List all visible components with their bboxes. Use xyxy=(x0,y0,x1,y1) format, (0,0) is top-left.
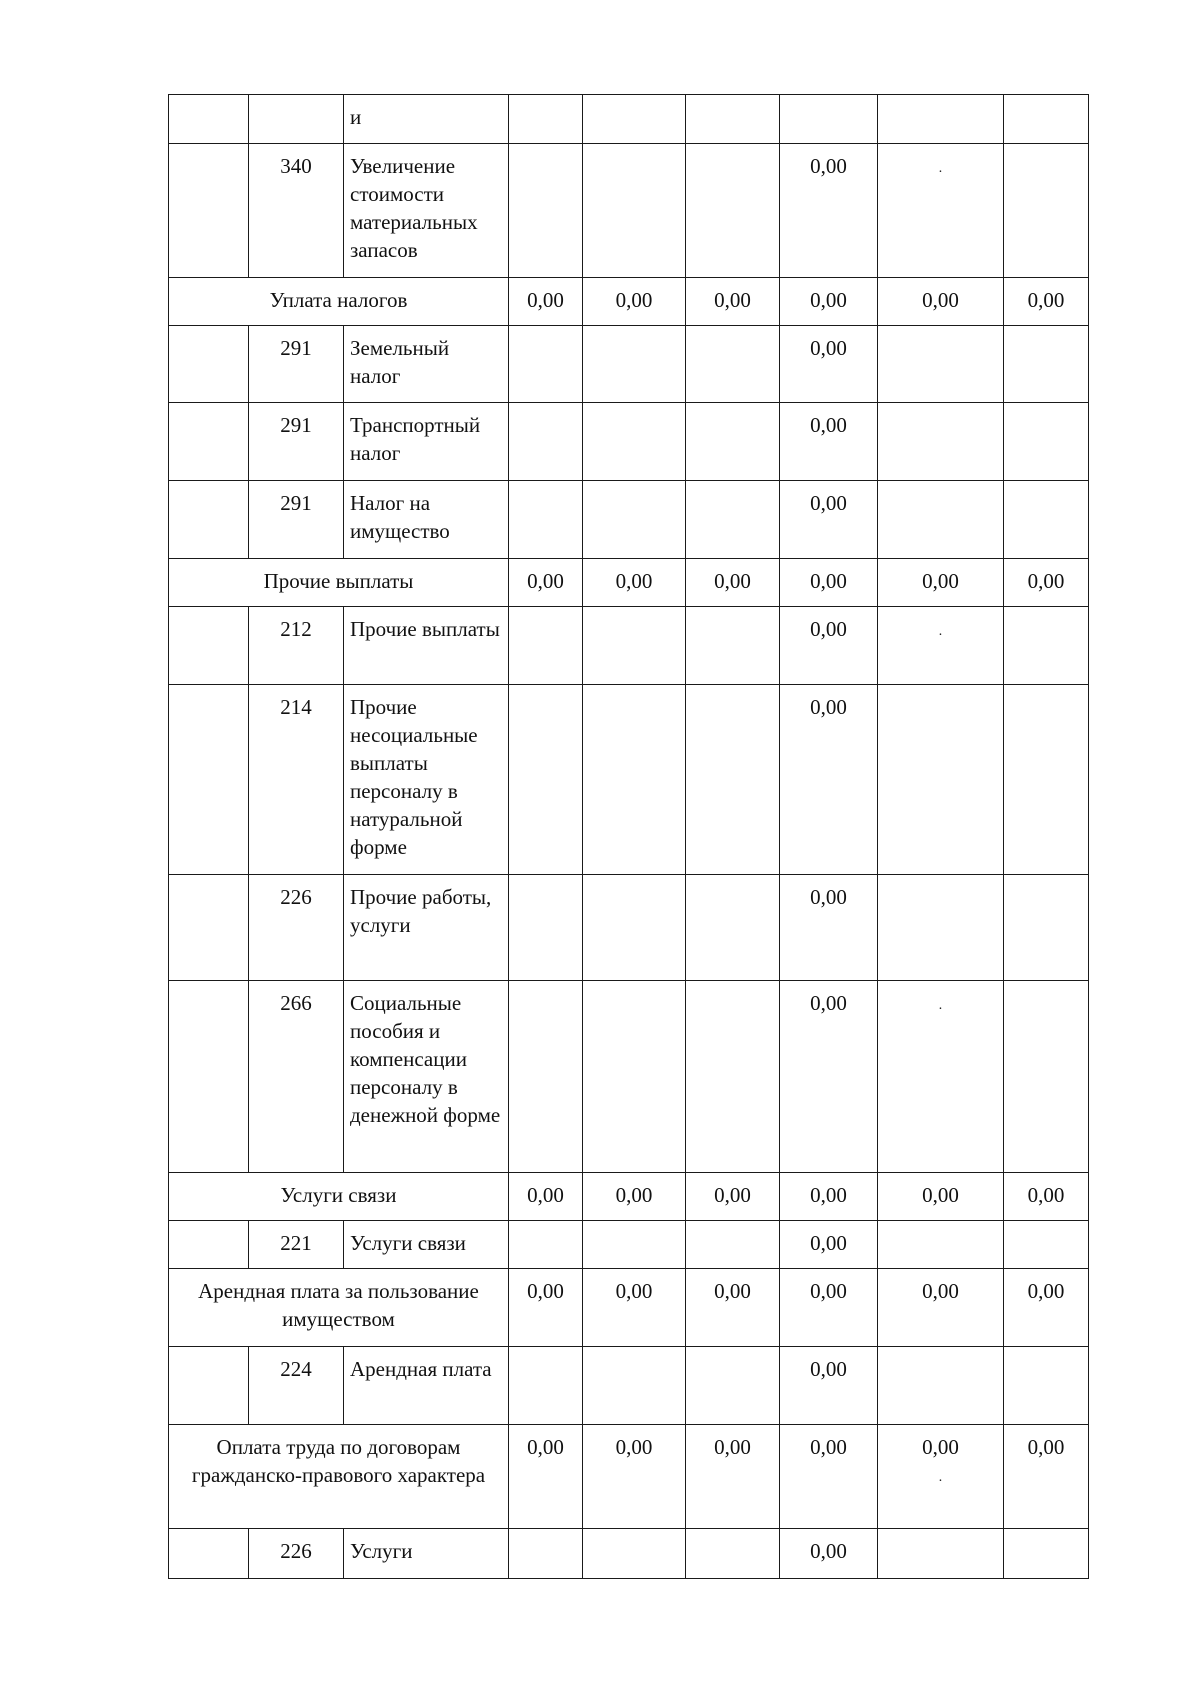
value-cell xyxy=(878,1269,1004,1347)
value-text: 0,00 xyxy=(527,1279,564,1303)
blank-cell xyxy=(169,685,249,875)
blank-cell xyxy=(169,1221,249,1269)
value-cell xyxy=(1004,875,1089,981)
item-name-cell: Прочие несоциальные выплаты персоналу в натуральной форме xyxy=(344,685,509,875)
value-cell xyxy=(509,144,583,278)
value-text: 0,00 xyxy=(615,1435,653,1459)
value-cell xyxy=(583,1269,686,1347)
value-text: 0,00 xyxy=(527,288,564,312)
value-cell xyxy=(686,95,780,144)
value-cell xyxy=(583,685,686,875)
value-cell xyxy=(686,278,780,326)
value-cell xyxy=(780,403,878,481)
value-cell xyxy=(509,1425,583,1529)
blank-cell xyxy=(169,95,249,144)
item-name-cell: Прочие работы, услуги xyxy=(344,875,509,981)
item-name-cell: Услуги xyxy=(344,1529,509,1579)
value-cell xyxy=(509,1221,583,1269)
value-cell xyxy=(583,1347,686,1425)
value-cell xyxy=(583,481,686,559)
item-row xyxy=(169,685,1089,875)
item-row xyxy=(169,1221,1089,1269)
value-cell xyxy=(878,875,1004,981)
blank-cell xyxy=(169,981,249,1173)
value-cell xyxy=(686,1173,780,1221)
value-cell xyxy=(686,1347,780,1425)
value-cell xyxy=(686,981,780,1173)
value-cell xyxy=(1004,607,1089,685)
value-cell xyxy=(780,1529,878,1579)
code-cell: 291 xyxy=(249,481,344,559)
value-cell xyxy=(509,403,583,481)
value-text: 0,00 xyxy=(714,569,751,593)
value-cell xyxy=(686,1425,780,1529)
value-cell xyxy=(509,1269,583,1347)
value-cell xyxy=(583,95,686,144)
value-text: 0,00 xyxy=(1027,288,1065,312)
code-cell: 224 xyxy=(249,1347,344,1425)
value-cell xyxy=(780,1173,878,1221)
value-text: 0,00 xyxy=(527,1435,564,1459)
value-cell xyxy=(878,326,1004,403)
value-text: 0,00 xyxy=(810,1231,847,1255)
value-cell xyxy=(509,981,583,1173)
item-name-cell: Налог на имущество xyxy=(344,481,509,559)
value-cell xyxy=(878,1221,1004,1269)
group-title-cell: Прочие выплаты xyxy=(169,559,509,607)
value-cell xyxy=(686,607,780,685)
value-cell xyxy=(1004,559,1089,607)
value-cell xyxy=(780,1347,878,1425)
item-row xyxy=(169,403,1089,481)
value-text: 0,00 xyxy=(810,336,847,360)
code-cell: 266 xyxy=(249,981,344,1173)
value-cell xyxy=(878,481,1004,559)
value-cell xyxy=(509,481,583,559)
value-text: 0,00 xyxy=(922,288,959,312)
value-cell xyxy=(878,95,1004,144)
value-text: 0,00 xyxy=(810,569,847,593)
value-cell xyxy=(509,1173,583,1221)
value-cell xyxy=(583,278,686,326)
blank-cell xyxy=(169,481,249,559)
value-cell xyxy=(878,559,1004,607)
blank-cell xyxy=(169,1347,249,1425)
value-cell xyxy=(583,875,686,981)
value-text: 0,00 xyxy=(714,1183,751,1207)
value-text: 0,00 xyxy=(1027,1279,1065,1303)
value-cell xyxy=(686,326,780,403)
value-cell xyxy=(1004,981,1089,1173)
item-row xyxy=(169,1347,1089,1425)
value-cell xyxy=(1004,144,1089,278)
item-name-cell: Транспортный налог xyxy=(344,403,509,481)
value-cell xyxy=(780,481,878,559)
value-cell xyxy=(509,607,583,685)
item-row xyxy=(169,95,1089,144)
value-text: 0,00 xyxy=(810,154,847,178)
value-cell xyxy=(1004,95,1089,144)
blank-cell xyxy=(169,144,249,278)
value-text: 0,00 xyxy=(1027,1435,1065,1459)
code-cell: 221 xyxy=(249,1221,344,1269)
value-cell xyxy=(509,95,583,144)
value-cell xyxy=(1004,1425,1089,1529)
item-name-cell: Увеличение стоимости материальных запасов xyxy=(344,144,509,278)
value-text: 0,00 xyxy=(1027,569,1065,593)
group-row xyxy=(169,1269,1089,1347)
value-cell xyxy=(780,326,878,403)
value-cell xyxy=(686,1221,780,1269)
value-text: 0,00 xyxy=(922,1435,959,1459)
group-title-cell: Оплата труда по договорам гражданско-правового характера xyxy=(169,1425,509,1529)
code-cell: 291 xyxy=(249,326,344,403)
scan-speck: · xyxy=(938,1002,943,1017)
value-cell xyxy=(878,1173,1004,1221)
value-cell xyxy=(780,1221,878,1269)
value-cell xyxy=(686,144,780,278)
item-row xyxy=(169,981,1089,1173)
value-cell xyxy=(509,278,583,326)
value-text: 0,00 xyxy=(615,288,653,312)
group-row xyxy=(169,1173,1089,1221)
value-cell xyxy=(780,875,878,981)
value-cell xyxy=(1004,1269,1089,1347)
value-cell xyxy=(686,403,780,481)
value-cell xyxy=(780,607,878,685)
value-text: 0,00 xyxy=(527,1183,564,1207)
value-cell xyxy=(686,875,780,981)
value-cell xyxy=(1004,1529,1089,1579)
value-cell xyxy=(878,1529,1004,1579)
value-cell xyxy=(1004,278,1089,326)
value-cell xyxy=(878,685,1004,875)
group-row xyxy=(169,559,1089,607)
value-cell xyxy=(780,559,878,607)
value-text: 0,00 xyxy=(922,569,959,593)
value-cell xyxy=(780,1425,878,1529)
value-cell xyxy=(780,278,878,326)
item-row xyxy=(169,481,1089,559)
value-cell xyxy=(583,607,686,685)
value-cell xyxy=(583,1221,686,1269)
value-text: 0,00 xyxy=(810,1183,847,1207)
value-cell xyxy=(878,278,1004,326)
item-row xyxy=(169,326,1089,403)
code-cell: 340 xyxy=(249,144,344,278)
value-cell xyxy=(780,95,878,144)
value-cell xyxy=(583,559,686,607)
item-row xyxy=(169,1529,1089,1579)
value-cell xyxy=(1004,403,1089,481)
value-cell xyxy=(1004,1221,1089,1269)
value-cell xyxy=(686,685,780,875)
group-title-cell: Арендная плата за пользование имуществом xyxy=(169,1269,509,1347)
value-cell xyxy=(583,144,686,278)
value-text: 0,00 xyxy=(714,1279,751,1303)
item-name-cell: Услуги связи xyxy=(344,1221,509,1269)
group-row xyxy=(169,278,1089,326)
value-text: 0,00 xyxy=(1027,1183,1065,1207)
value-text: 0,00 xyxy=(615,569,653,593)
value-cell xyxy=(878,981,1004,1173)
code-cell: 291 xyxy=(249,403,344,481)
code-cell: 226 xyxy=(249,875,344,981)
code-cell: 212 xyxy=(249,607,344,685)
scan-speck: · xyxy=(938,1474,943,1489)
value-cell xyxy=(583,326,686,403)
value-cell xyxy=(878,1347,1004,1425)
value-cell xyxy=(878,403,1004,481)
value-cell xyxy=(509,559,583,607)
blank-cell xyxy=(169,875,249,981)
value-text: 0,00 xyxy=(810,1357,847,1381)
blank-cell xyxy=(169,326,249,403)
code-cell: 214 xyxy=(249,685,344,875)
value-text: 0,00 xyxy=(527,569,564,593)
value-text: 0,00 xyxy=(922,1183,959,1207)
value-text: 0,00 xyxy=(810,1435,847,1459)
value-cell xyxy=(509,1347,583,1425)
scan-speck: · xyxy=(938,165,943,180)
value-cell xyxy=(583,1173,686,1221)
item-row xyxy=(169,144,1089,278)
value-text: 0,00 xyxy=(714,1435,751,1459)
item-name-cell: Арендная плата xyxy=(344,1347,509,1425)
value-text: 0,00 xyxy=(922,1279,959,1303)
budget-table xyxy=(168,94,1089,1579)
value-cell xyxy=(1004,481,1089,559)
blank-cell xyxy=(169,403,249,481)
group-title-cell: Услуги связи xyxy=(169,1173,509,1221)
value-cell xyxy=(780,1269,878,1347)
item-name-cell: и xyxy=(344,95,509,144)
item-name-cell: Социальные пособия и компенсации персоналу в денежной форме xyxy=(344,981,509,1173)
value-cell xyxy=(878,1425,1004,1529)
value-cell xyxy=(878,607,1004,685)
value-text: 0,00 xyxy=(810,1539,847,1563)
code-cell: 226 xyxy=(249,1529,344,1579)
value-cell xyxy=(583,1529,686,1579)
value-cell xyxy=(686,559,780,607)
value-cell xyxy=(686,1269,780,1347)
scan-speck: · xyxy=(938,628,943,643)
item-name-cell: Прочие выплаты xyxy=(344,607,509,685)
value-cell xyxy=(583,981,686,1173)
value-text: 0,00 xyxy=(615,1183,653,1207)
value-text: 0,00 xyxy=(810,885,847,909)
value-text: 0,00 xyxy=(714,288,751,312)
item-name-cell: Земельный налог xyxy=(344,326,509,403)
value-cell xyxy=(780,144,878,278)
value-cell xyxy=(780,981,878,1173)
value-cell xyxy=(509,875,583,981)
blank-cell xyxy=(169,607,249,685)
value-cell xyxy=(878,144,1004,278)
value-cell xyxy=(1004,1347,1089,1425)
value-text: 0,00 xyxy=(810,413,847,437)
value-cell xyxy=(509,326,583,403)
group-row xyxy=(169,1425,1089,1529)
value-text: 0,00 xyxy=(810,1279,847,1303)
group-title-cell: Уплата налогов xyxy=(169,278,509,326)
value-text: 0,00 xyxy=(810,617,847,641)
value-text: 0,00 xyxy=(810,991,847,1015)
item-row xyxy=(169,607,1089,685)
value-cell xyxy=(509,685,583,875)
value-cell xyxy=(686,481,780,559)
value-text: 0,00 xyxy=(810,695,847,719)
value-cell xyxy=(1004,685,1089,875)
value-text: 0,00 xyxy=(810,491,847,515)
blank-cell xyxy=(169,1529,249,1579)
code-cell xyxy=(249,95,344,144)
value-cell xyxy=(583,403,686,481)
value-cell xyxy=(1004,326,1089,403)
value-cell xyxy=(1004,1173,1089,1221)
value-text: 0,00 xyxy=(615,1279,653,1303)
value-text: 0,00 xyxy=(810,288,847,312)
value-cell xyxy=(583,1425,686,1529)
value-cell xyxy=(509,1529,583,1579)
value-cell xyxy=(686,1529,780,1579)
value-cell xyxy=(780,685,878,875)
item-row xyxy=(169,875,1089,981)
